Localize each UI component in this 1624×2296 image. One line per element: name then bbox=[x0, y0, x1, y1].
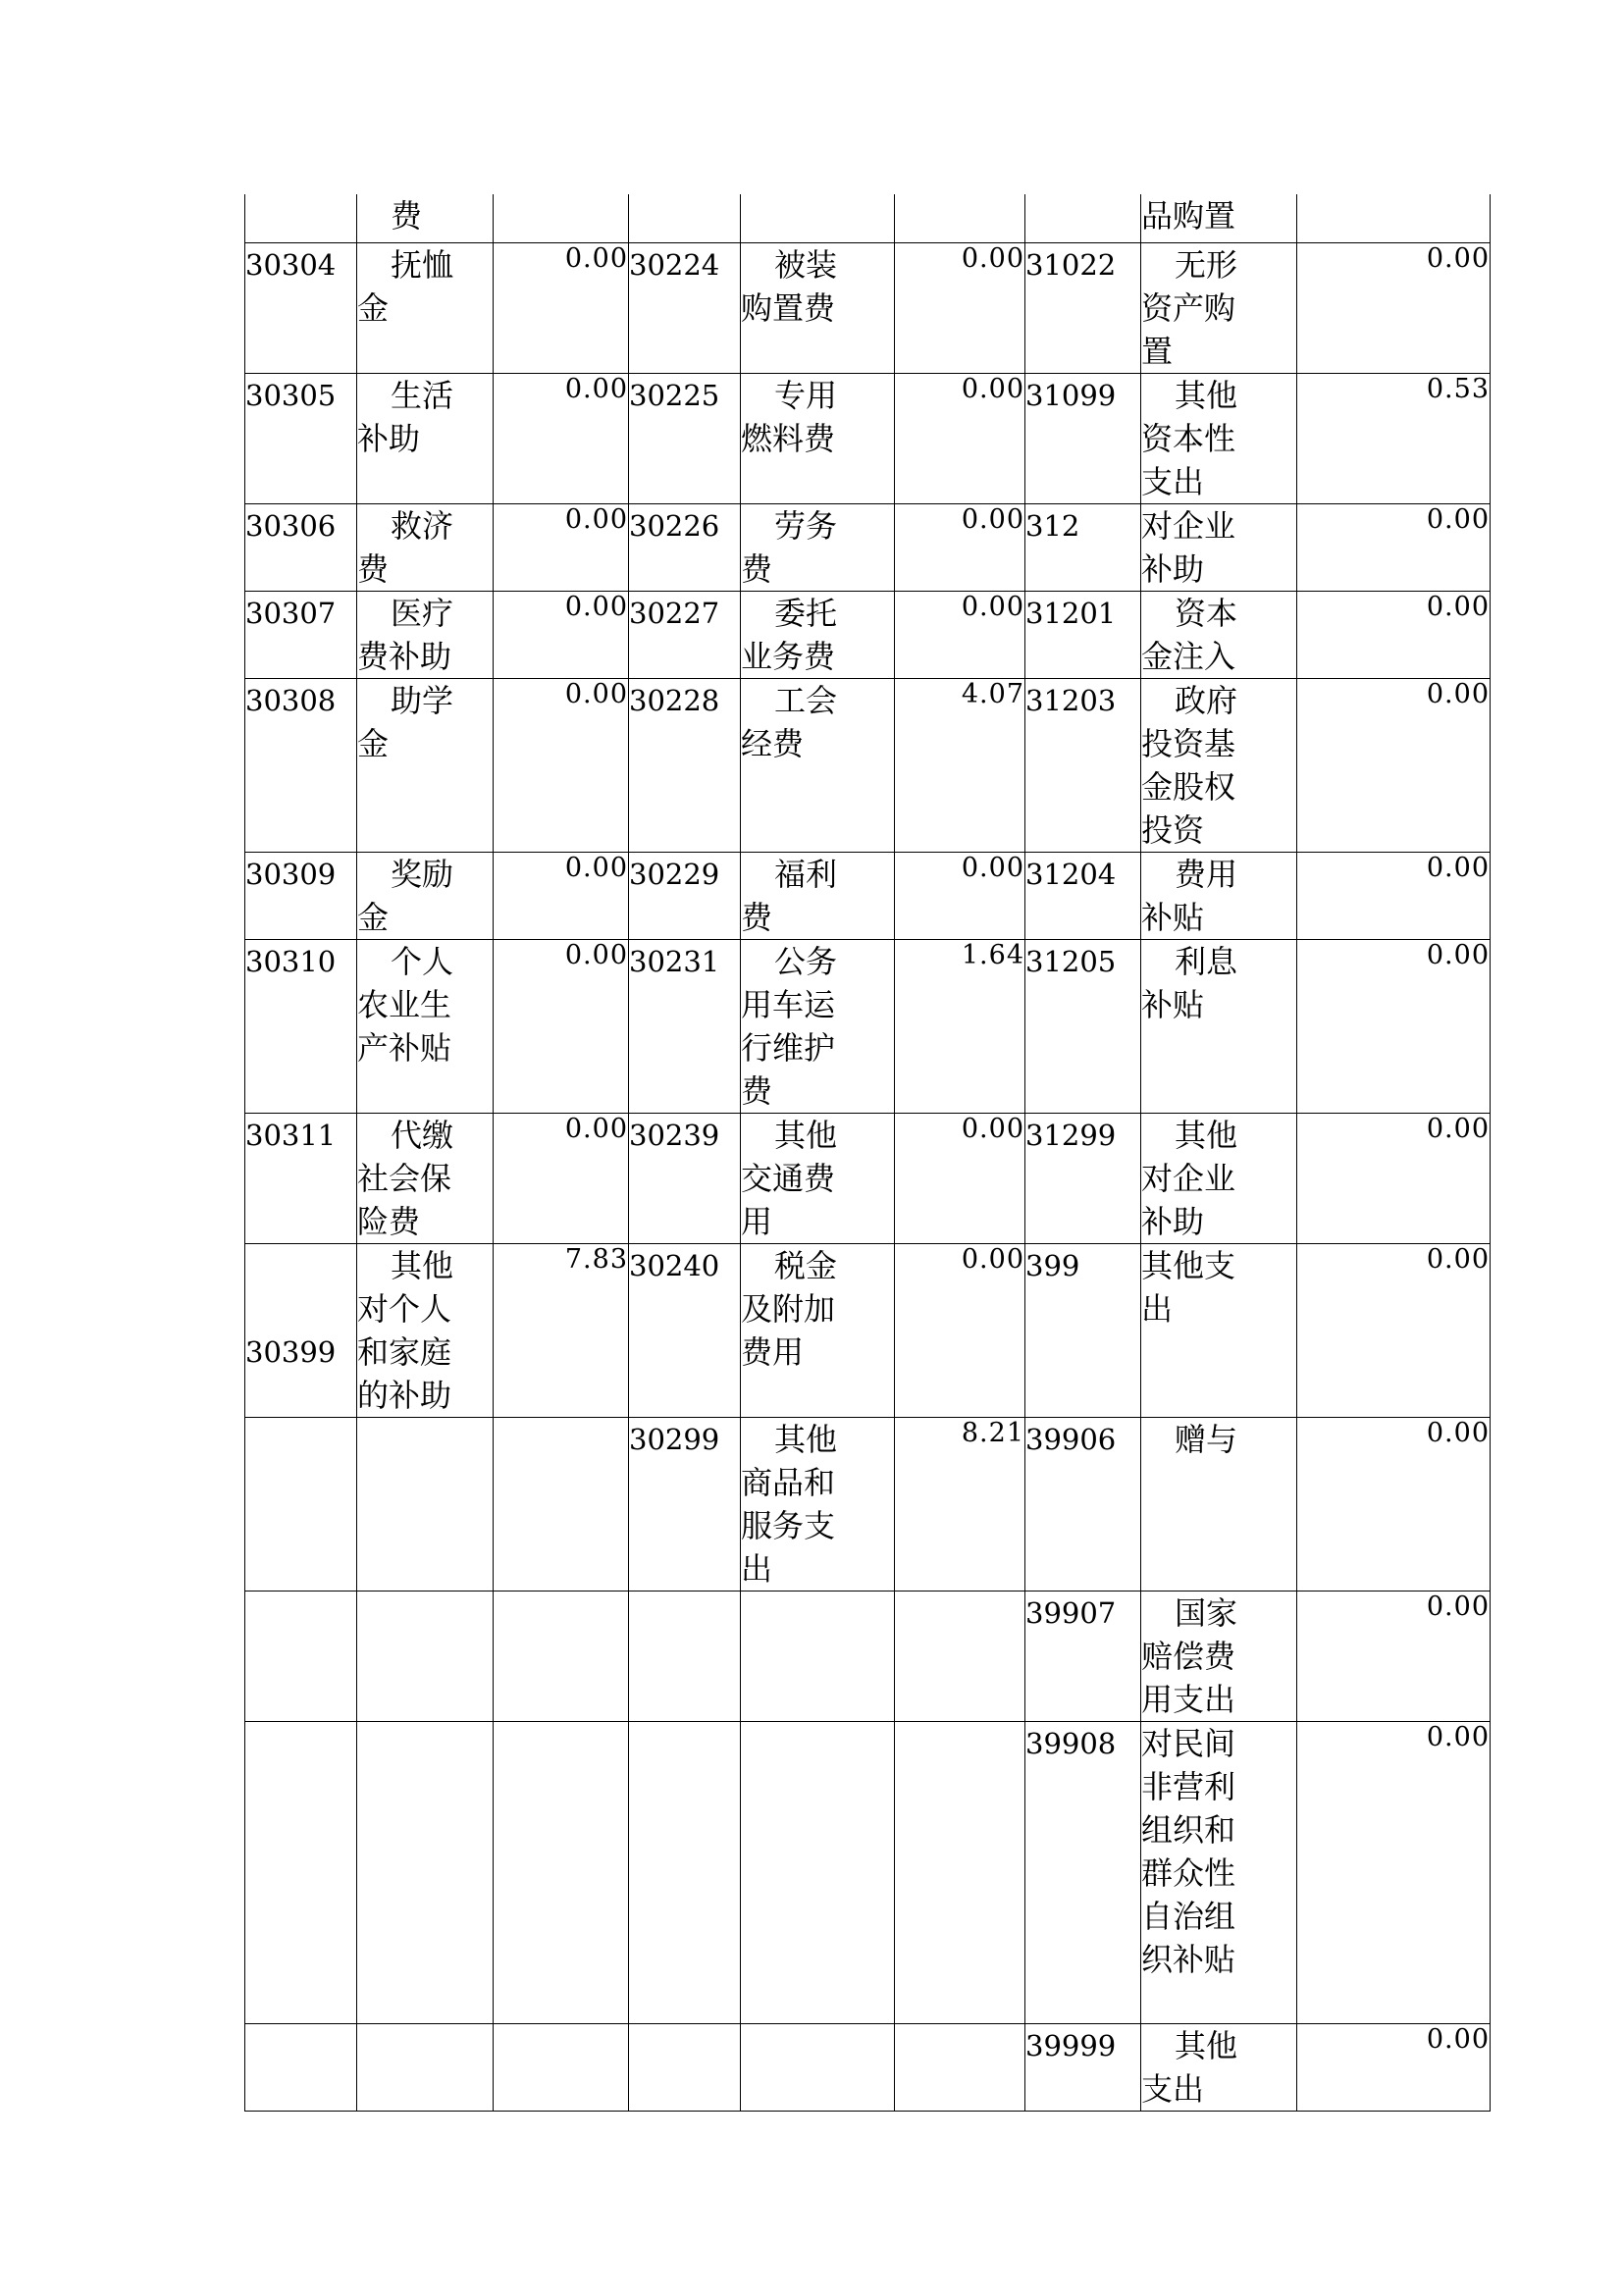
code-cell: 30231 bbox=[629, 939, 741, 1113]
amount-cell: 4.07 bbox=[895, 678, 1025, 852]
name-cell: 助学金 bbox=[357, 678, 494, 852]
code-cell bbox=[629, 194, 741, 242]
name-cell: 国家赔偿费用支出 bbox=[1141, 1591, 1297, 1721]
name-cell: 利息补贴 bbox=[1141, 939, 1297, 1113]
table-row bbox=[245, 678, 1491, 852]
name-cell: 奖励金 bbox=[357, 852, 494, 939]
code-cell: 30228 bbox=[629, 678, 741, 852]
code-cell: 30306 bbox=[245, 503, 357, 591]
name-cell: 品购置 bbox=[1141, 194, 1297, 242]
code-cell: 31022 bbox=[1025, 242, 1141, 373]
code-cell: 39907 bbox=[1025, 1591, 1141, 1721]
code-cell: 31099 bbox=[1025, 373, 1141, 503]
amount-cell: 0.00 bbox=[1297, 1113, 1491, 1243]
amount-cell: 0.00 bbox=[494, 1113, 629, 1243]
code-cell: 30305 bbox=[245, 373, 357, 503]
code-cell bbox=[245, 2023, 357, 2111]
name-cell: 委托业务费 bbox=[741, 591, 895, 678]
name-cell bbox=[741, 1721, 895, 2023]
table-row bbox=[245, 2023, 1491, 2111]
amount-cell: 1.64 bbox=[895, 939, 1025, 1113]
amount-cell: 0.00 bbox=[1297, 242, 1491, 373]
code-cell: 30227 bbox=[629, 591, 741, 678]
amount-cell: 0.00 bbox=[1297, 1417, 1491, 1591]
code-cell: 30239 bbox=[629, 1113, 741, 1243]
code-cell bbox=[245, 194, 357, 242]
name-cell bbox=[741, 1591, 895, 1721]
table-row bbox=[245, 1591, 1491, 1721]
amount-cell: 8.21 bbox=[895, 1417, 1025, 1591]
name-cell bbox=[357, 1417, 494, 1591]
amount-cell bbox=[494, 1417, 629, 1591]
amount-cell bbox=[494, 1591, 629, 1721]
table-row bbox=[245, 939, 1491, 1113]
code-cell: 30224 bbox=[629, 242, 741, 373]
code-cell bbox=[245, 1591, 357, 1721]
amount-cell: 0.00 bbox=[494, 591, 629, 678]
amount-cell bbox=[895, 1721, 1025, 2023]
code-cell: 312 bbox=[1025, 503, 1141, 591]
table-row bbox=[245, 1721, 1491, 2023]
table-row bbox=[245, 852, 1491, 939]
code-cell: 30309 bbox=[245, 852, 357, 939]
name-cell bbox=[357, 1721, 494, 2023]
amount-cell bbox=[895, 194, 1025, 242]
code-cell: 31204 bbox=[1025, 852, 1141, 939]
name-cell: 救济费 bbox=[357, 503, 494, 591]
table-row bbox=[245, 591, 1491, 678]
name-cell: 赠与 bbox=[1141, 1417, 1297, 1591]
code-cell bbox=[245, 1721, 357, 2023]
amount-cell: 0.00 bbox=[494, 852, 629, 939]
code-cell: 30299 bbox=[629, 1417, 741, 1591]
amount-cell: 0.53 bbox=[1297, 373, 1491, 503]
amount-cell: 7.83 bbox=[494, 1243, 629, 1417]
amount-cell: 0.00 bbox=[1297, 678, 1491, 852]
code-cell: 30310 bbox=[245, 939, 357, 1113]
code-cell: 30307 bbox=[245, 591, 357, 678]
code-cell: 31201 bbox=[1025, 591, 1141, 678]
name-cell: 专用燃料费 bbox=[741, 373, 895, 503]
name-cell: 公务用车运行维护费 bbox=[741, 939, 895, 1113]
name-cell: 其他支出 bbox=[1141, 2023, 1297, 2111]
code-cell: 30399 bbox=[245, 1243, 357, 1417]
name-cell bbox=[741, 2023, 895, 2111]
amount-cell: 0.00 bbox=[895, 852, 1025, 939]
code-cell: 30225 bbox=[629, 373, 741, 503]
amount-cell: 0.00 bbox=[494, 503, 629, 591]
name-cell: 对民间非营利组织和群众性自治组织补贴 bbox=[1141, 1721, 1297, 2023]
name-cell: 资本金注入 bbox=[1141, 591, 1297, 678]
name-cell: 医疗费补助 bbox=[357, 591, 494, 678]
amount-cell bbox=[1297, 194, 1491, 242]
code-cell bbox=[245, 1417, 357, 1591]
name-cell: 政府投资基金股权投资 bbox=[1141, 678, 1297, 852]
code-cell: 30311 bbox=[245, 1113, 357, 1243]
code-cell: 39906 bbox=[1025, 1417, 1141, 1591]
amount-cell: 0.00 bbox=[1297, 503, 1491, 591]
code-cell: 30240 bbox=[629, 1243, 741, 1417]
name-cell: 抚恤金 bbox=[357, 242, 494, 373]
amount-cell bbox=[494, 2023, 629, 2111]
name-cell: 福利费 bbox=[741, 852, 895, 939]
name-cell bbox=[357, 2023, 494, 2111]
code-cell bbox=[629, 1591, 741, 1721]
amount-cell: 0.00 bbox=[895, 373, 1025, 503]
name-cell: 个人农业生产补贴 bbox=[357, 939, 494, 1113]
name-cell: 其他对企业补助 bbox=[1141, 1113, 1297, 1243]
table-row bbox=[245, 242, 1491, 373]
name-cell: 无形资产购置 bbox=[1141, 242, 1297, 373]
name-cell: 其他支出 bbox=[1141, 1243, 1297, 1417]
amount-cell: 0.00 bbox=[1297, 1591, 1491, 1721]
amount-cell: 0.00 bbox=[895, 1243, 1025, 1417]
amount-cell: 0.00 bbox=[1297, 591, 1491, 678]
table-row bbox=[245, 1243, 1491, 1417]
amount-cell bbox=[494, 194, 629, 242]
name-cell bbox=[741, 194, 895, 242]
table-row bbox=[245, 1113, 1491, 1243]
expenditure-table bbox=[244, 194, 1491, 2112]
amount-cell bbox=[895, 2023, 1025, 2111]
amount-cell: 0.00 bbox=[895, 591, 1025, 678]
code-cell: 30304 bbox=[245, 242, 357, 373]
amount-cell: 0.00 bbox=[895, 242, 1025, 373]
code-cell: 30308 bbox=[245, 678, 357, 852]
amount-cell: 0.00 bbox=[1297, 1243, 1491, 1417]
code-cell: 39999 bbox=[1025, 2023, 1141, 2111]
amount-cell: 0.00 bbox=[494, 242, 629, 373]
amount-cell: 0.00 bbox=[494, 678, 629, 852]
code-cell: 31205 bbox=[1025, 939, 1141, 1113]
code-cell bbox=[1025, 194, 1141, 242]
amount-cell: 0.00 bbox=[1297, 1721, 1491, 2023]
name-cell: 其他对个人和家庭的补助 bbox=[357, 1243, 494, 1417]
amount-cell bbox=[895, 1591, 1025, 1721]
name-cell: 生活补助 bbox=[357, 373, 494, 503]
name-cell bbox=[357, 1591, 494, 1721]
name-cell: 被装购置费 bbox=[741, 242, 895, 373]
amount-cell: 0.00 bbox=[494, 373, 629, 503]
table-row bbox=[245, 194, 1491, 242]
table-row bbox=[245, 1417, 1491, 1591]
amount-cell: 0.00 bbox=[1297, 939, 1491, 1113]
name-cell: 工会经费 bbox=[741, 678, 895, 852]
code-cell bbox=[629, 1721, 741, 2023]
code-cell: 30226 bbox=[629, 503, 741, 591]
code-cell bbox=[629, 2023, 741, 2111]
amount-cell: 0.00 bbox=[895, 1113, 1025, 1243]
code-cell: 31203 bbox=[1025, 678, 1141, 852]
amount-cell bbox=[494, 1721, 629, 2023]
name-cell: 代缴社会保险费 bbox=[357, 1113, 494, 1243]
name-cell: 对企业补助 bbox=[1141, 503, 1297, 591]
name-cell: 其他交通费用 bbox=[741, 1113, 895, 1243]
amount-cell: 0.00 bbox=[494, 939, 629, 1113]
amount-cell: 0.00 bbox=[1297, 852, 1491, 939]
name-cell: 费用补贴 bbox=[1141, 852, 1297, 939]
code-cell: 39908 bbox=[1025, 1721, 1141, 2023]
name-cell: 劳务费 bbox=[741, 503, 895, 591]
table-row bbox=[245, 503, 1491, 591]
name-cell: 费 bbox=[357, 194, 494, 242]
code-cell: 399 bbox=[1025, 1243, 1141, 1417]
amount-cell: 0.00 bbox=[1297, 2023, 1491, 2111]
name-cell: 税金及附加费用 bbox=[741, 1243, 895, 1417]
table-row bbox=[245, 373, 1491, 503]
name-cell: 其他资本性支出 bbox=[1141, 373, 1297, 503]
name-cell: 其他商品和服务支出 bbox=[741, 1417, 895, 1591]
code-cell: 31299 bbox=[1025, 1113, 1141, 1243]
amount-cell: 0.00 bbox=[895, 503, 1025, 591]
code-cell: 30229 bbox=[629, 852, 741, 939]
